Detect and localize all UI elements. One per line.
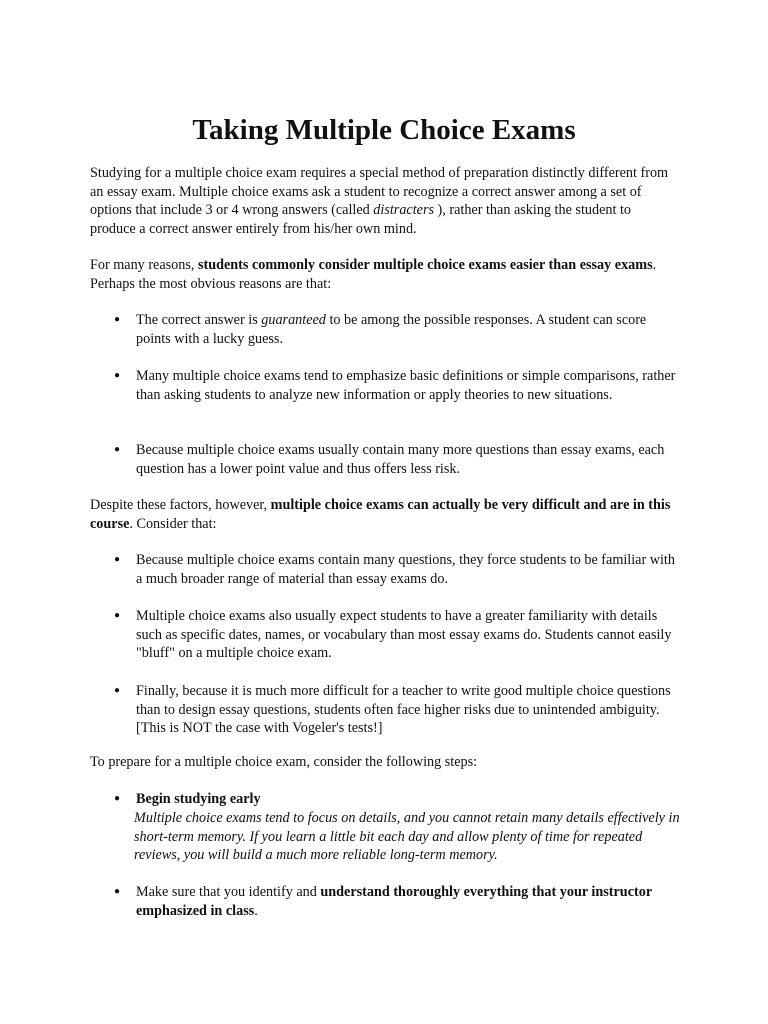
list-item-emphasis: guaranteed — [261, 312, 326, 328]
list-item — [136, 311, 684, 348]
list-item: Multiple choice exams also usually expect students to have a greater familiarity with details such as specific dates, names, or vocabulary than most essay exams do. Students cannot easily "bluff" on a multiple choice exam. — [136, 608, 672, 662]
difficulty-paragraph — [90, 496, 680, 533]
bullet-icon: ● — [114, 685, 121, 696]
step-text-b: . — [254, 902, 258, 919]
list-item-text-a: The correct answer is — [136, 312, 262, 328]
list-item: Many multiple choice exams tend to emphasize basic definitions or simple comparisons, rather than asking students to analyze new information or apply theories to new situations. — [136, 368, 676, 403]
bullet-icon: ● — [114, 886, 121, 897]
list-item: Because multiple choice exams usually contain many more questions than essay exams, each question has a lower point value and thus offers less risk. — [136, 442, 665, 477]
difficulty-strong: multiple choice exams can actually be very difficult and are in this course — [90, 497, 671, 532]
bullet-icon: ● — [114, 610, 121, 621]
steps-intro-paragraph: To prepare for a multiple choice exam, consider the following steps: — [90, 754, 478, 770]
intro-text-b: ), rather than asking the student to produce a correct answer entirely from his/her own mind. — [90, 202, 631, 237]
bullet-icon: ● — [114, 793, 121, 804]
step-text-a: Make sure that you identify and — [136, 884, 321, 900]
reasons-text-a: For many reasons, — [90, 257, 198, 273]
intro-paragraph — [90, 164, 680, 238]
bullet-icon: ● — [114, 314, 121, 325]
list-item-text-b: to be among the possible responses. A student can score points with a lucky guess. — [136, 312, 647, 347]
difficulty-text-b: . Consider that: — [129, 515, 217, 532]
reasons-paragraph — [90, 256, 680, 293]
reasons-strong: students commonly consider multiple choice exams easier than essay exams — [197, 257, 653, 273]
list-item: Because multiple choice exams contain many questions, they force students to be familiar with a much broader range of material than essay exams do. — [136, 552, 675, 587]
reasons-text-b: . Perhaps the most obvious reasons are that: — [90, 257, 657, 292]
page-title: Taking Multiple Choice Exams — [192, 114, 576, 146]
step-heading-text: Begin studying early — [136, 791, 261, 807]
step-heading — [136, 790, 684, 809]
list-item: Finally, because it is much more difficult for a teacher to write good multiple choice questions than to design essay questions, students often face higher risks due to unintended ambiguity. [This is NOT the case with Vogeler's tests!] — [136, 683, 671, 737]
step-strong: understand thoroughly everything that your instructor emphasized in class — [136, 884, 652, 919]
bullet-icon: ● — [114, 554, 121, 565]
step-detail: Multiple choice exams tend to focus on details, and you cannot retain many details effectively in short-term memory. If you learn a little bit each day and allow plenty of time for repeated reviews, you will build a much more reliable long-term memory. — [134, 810, 680, 864]
bullet-icon: ● — [114, 370, 121, 381]
intro-emphasis: distracters — [373, 202, 434, 219]
intro-text-a: Studying for a multiple choice exam requires a special method of preparation distinctly different from an essay exam. Multiple choice exams ask a student to recognize a correct answer among a set of options that include 3 or 4 wrong answers (called — [90, 165, 669, 219]
difficulty-text-a: Despite these factors, however, — [90, 497, 271, 513]
bullet-icon: ● — [114, 444, 121, 455]
list-item — [136, 883, 684, 920]
